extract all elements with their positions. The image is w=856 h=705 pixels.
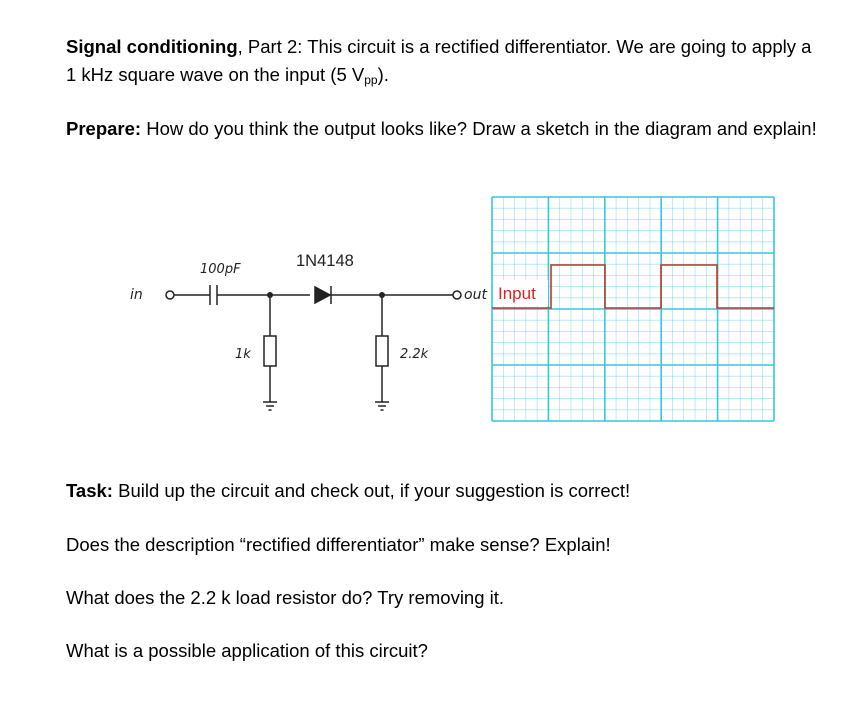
in-label: in: [130, 287, 143, 303]
intro-end: ).: [377, 64, 389, 85]
capacitor-symbol: [210, 285, 217, 305]
oscilloscope-grid: [491, 196, 776, 424]
task-text: Build up the circuit and check out, if your suggestion is correct!: [112, 480, 631, 501]
task-label: Task:: [66, 480, 113, 501]
junction-dot-2: [379, 292, 385, 298]
ground-symbol-2: [375, 402, 389, 410]
out-label: out: [464, 287, 487, 303]
vpp-subscript: pp: [364, 73, 378, 87]
circuit-schematic: [120, 240, 487, 430]
resistor-1k-symbol: [264, 336, 276, 366]
task-paragraph: [66, 477, 826, 505]
intro-paragraph: [66, 33, 826, 89]
r1-label: 1k: [235, 347, 251, 362]
question-3: What is a possible application of this circuit?: [66, 640, 428, 661]
section-title: Signal conditioning: [66, 36, 238, 57]
prepare-paragraph: [66, 115, 826, 143]
question-2: What does the 2.2 k load resistor do? Try removing it.: [66, 587, 505, 608]
question-1: Does the description “rectified differentiator” make sense? Explain!: [66, 534, 611, 555]
input-terminal: [166, 291, 174, 299]
input-trace-label: Input: [498, 284, 536, 303]
r2-label: 2.2k: [400, 347, 429, 362]
diode-symbol: [315, 286, 331, 304]
diode-label: 1N4148: [296, 252, 354, 270]
output-terminal: [453, 291, 461, 299]
junction-dot-1: [267, 292, 273, 298]
prepare-label: Prepare:: [66, 118, 142, 139]
prepare-text: How do you think the output looks like? Draw a sketch in the diagram and explain!: [141, 118, 817, 139]
capacitor-label: 100pF: [200, 262, 241, 277]
intro-text: , Part 2: This circuit is a rectified differentiator. We are going to apply a 1 kHz square wave on the input (5 V: [66, 36, 812, 85]
resistor-2k2-symbol: [376, 336, 388, 366]
ground-symbol-1: [263, 402, 277, 410]
